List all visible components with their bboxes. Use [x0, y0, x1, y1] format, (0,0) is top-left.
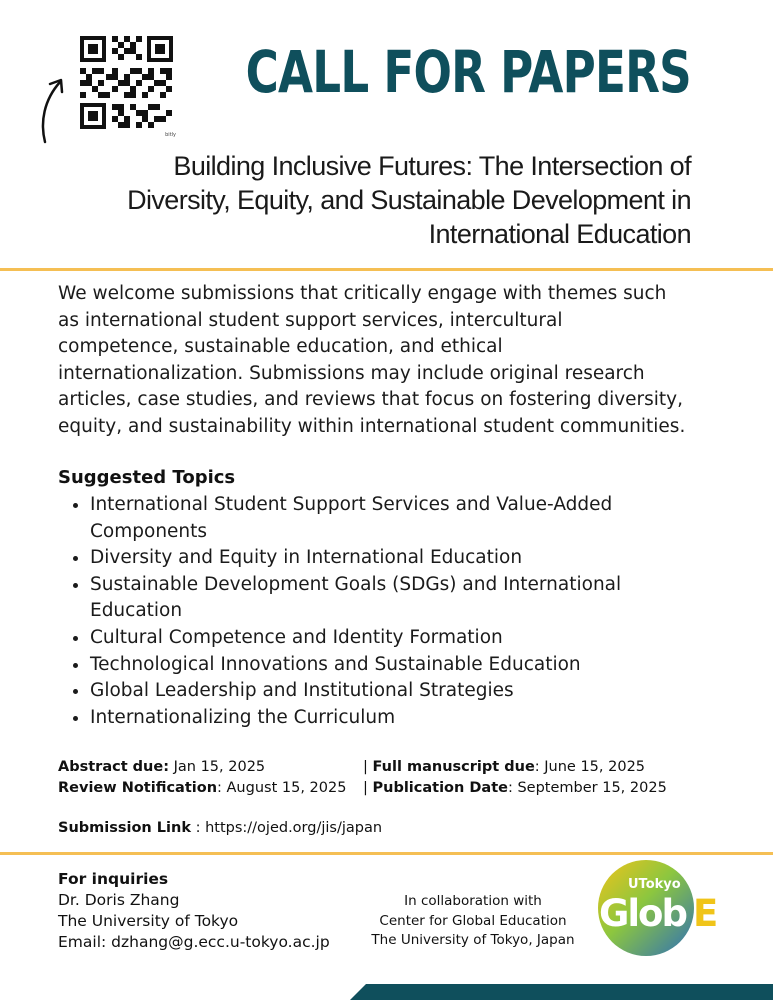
publication-date-label: Publication Date — [372, 780, 508, 796]
collab-line-1: In collaboration with — [404, 893, 542, 909]
logo-top-text: UTokyo — [628, 877, 681, 892]
list-item: • Global Leadership and Institutional Strategies — [90, 678, 690, 705]
inquiries-block — [58, 869, 330, 953]
qr-code-graphic — [68, 24, 185, 140]
inquiries-heading: For inquiries — [58, 870, 169, 888]
abstract-due — [58, 757, 265, 778]
topics-list — [58, 492, 690, 731]
contact-email[interactable]: Email: dzhang@g.ecc.u-tokyo.ac.jp — [58, 933, 330, 951]
page-subtitle: Building Inclusive Futures: The Intersection of Diversity, Equity, and Sustainable Development in International Education — [127, 151, 691, 249]
contact-name: Dr. Doris Zhang — [58, 891, 180, 909]
publication-prefix: | — [363, 780, 373, 796]
abstract-due-label: Abstract due: — [58, 759, 170, 775]
dates-row-2 — [58, 778, 708, 799]
divider-top — [0, 268, 773, 271]
review-notification-value: : August 15, 2025 — [217, 780, 347, 796]
list-item: • Technological Innovations and Sustainable Education — [90, 652, 690, 679]
qr-code[interactable] — [68, 24, 185, 140]
logo-accent-text: E — [693, 892, 719, 935]
submission-label: Submission Link — [58, 820, 191, 836]
contact-affiliation: The University of Tokyo — [58, 912, 239, 930]
globe-logo — [595, 858, 725, 958]
review-notification-label: Review Notification — [58, 780, 218, 796]
topics-heading: Suggested Topics — [58, 467, 236, 488]
list-item: • Diversity and Equity in International Education — [90, 545, 690, 572]
page-title: CALL FOR PAPERS — [245, 38, 691, 106]
footer-bar — [350, 984, 773, 1000]
manuscript-due-label: Full manuscript due — [372, 759, 535, 775]
manuscript-prefix: | — [363, 759, 373, 775]
collab-line-3: The University of Tokyo, Japan — [371, 932, 575, 948]
publication-date — [363, 778, 667, 799]
list-item: • Cultural Competence and Identity Formation — [90, 625, 690, 652]
dates-row-1 — [58, 757, 708, 778]
collab-line-2: Center for Global Education — [379, 912, 567, 929]
publication-date-value: : September 15, 2025 — [507, 780, 667, 796]
logo-main-text: Glob — [599, 892, 686, 935]
submission-url[interactable]: : https://ojed.org/jis/japan — [190, 820, 383, 836]
arrow-up-icon — [36, 72, 70, 144]
abstract-due-value: Jan 15, 2025 — [169, 759, 266, 775]
manuscript-due-value: : June 15, 2025 — [534, 759, 646, 775]
collaboration-block — [368, 892, 578, 951]
list-item: • International Student Support Services and Value-Added Components — [90, 492, 690, 545]
divider-bottom — [0, 852, 773, 855]
list-item: • Internationalizing the Curriculum — [90, 705, 690, 732]
intro-paragraph: We welcome submissions that critically engage with themes such as international student support services, intercultural competence, sustainable education, and ethical internationalization. Submissions may include original research articles, case studies, and reviews that focus on fostering diversity, equity, and sustainability within international student communities. — [58, 283, 686, 437]
important-dates — [58, 757, 708, 799]
qr-caption: bitly — [165, 132, 176, 138]
manuscript-due — [363, 757, 645, 778]
review-notification — [58, 778, 346, 799]
list-item: • Sustainable Development Goals (SDGs) and International Education — [90, 572, 690, 625]
submission-link — [58, 820, 382, 836]
